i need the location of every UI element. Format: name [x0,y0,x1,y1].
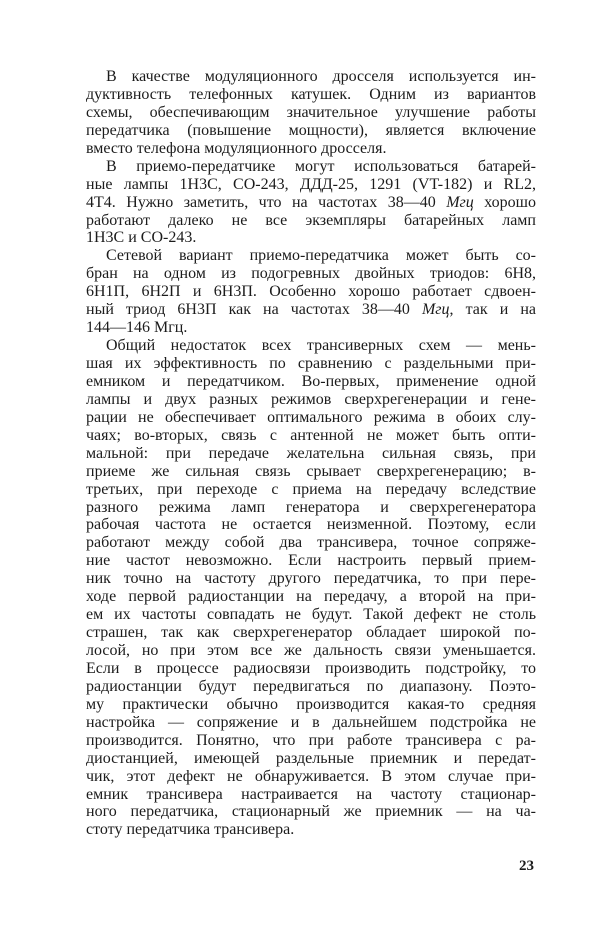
text-line: В качестве модуляционного дросселя используется ин- [106,68,536,85]
text-line: ем их частоты совпадать не будут. Такой дефект не столь [86,606,536,624]
text-line: ние частот невозможно. Если настроить первый прием- [86,552,536,570]
text-line: настройка — сопряжение и в дальнейшем подстройка не [86,713,536,731]
text-line: стоту передатчика трансивера. [86,821,295,839]
paragraph [86,158,536,248]
text-line: емником и передатчиком. Во-первых, применение одной [86,372,536,390]
text-line: страшен, так как сверхрегенератор обладает широкой по- [86,624,536,642]
text-line: лосой, но при этом все же дальность связи уменьшается. [86,642,536,659]
text-line: вместо телефона модуляционного дросселя. [86,139,387,157]
text-line: В приемо-передатчике могут использоваться батарей- [106,157,536,175]
text-line: лампы и двух разных режимов сверхрегенерации и гене- [86,390,536,408]
text-line: рации не обеспечивает оптимального режима в обоих слу- [86,408,536,426]
paragraph [86,337,536,839]
text-line: ного передатчика, стационарный же приемник — на ча- [86,803,536,821]
text-line: му практически обычно производится какая-то средняя [86,695,536,713]
text-line: бран на одном из подогревных двойных триодов: 6Н8, [86,265,536,283]
text-line: Если в процессе радиосвязи производить подстройку, то [86,659,536,677]
text-line: Общий недостаток всех трансиверных схем — мень- [106,337,536,355]
page-body-text [86,68,536,839]
text-line: 4Т4. Нужно заметить, что на частотах 38—40 Мгц хорошо [86,193,536,211]
text-line: диостанцией, имеющей раздельные приемник и передат- [86,749,536,767]
text-line: работают между собой два трансивера, точное сопряже- [86,534,536,552]
text-line: 1Н3С и СО-243. [86,229,197,247]
text-line: разного режима ламп генератора и сверхрегенератора [86,498,536,516]
text-line: чаях; во-вторых, связь с антенной не может быть опти- [86,426,536,444]
paragraph [86,68,536,158]
text-line: дуктивность телефонных катушек. Одним из вариантов [86,85,536,103]
text-line: шая их эффективность по сравнению с раздельными при- [86,355,536,372]
page-number: 23 [519,858,534,874]
text-line: мальной: при передаче желательна сильная связь, при [86,444,536,462]
text-line: 6Н1П, 6Н2П и 6Н3П. Особенно хорошо работает сдвоен- [86,283,536,301]
text-line: ник точно на частоту другого передатчика, то при пере- [86,570,536,588]
text-line: 144—146 Мгц. [86,319,188,337]
text-line: передатчика (повышение мощности), является включение [86,121,536,139]
text-line: Сетевой вариант приемо-передатчика может быть со- [106,247,536,265]
text-line: приеме же сильная связь срывает сверхрегенерацию; в- [86,462,536,480]
text-line: емник трансивера настраивается на частоту стационар- [86,785,536,803]
text-line: схемы, обеспечивающим значительное улучшение работы [86,103,536,121]
text-line: третьих, при переходе с приема на передачу вследствие [86,480,536,498]
text-line: радиостанции будут передвигаться по диапазону. Поэто- [86,677,536,695]
text-line: чик, этот дефект не обнаруживается. В этом случае при- [86,767,536,785]
paragraph [86,247,536,337]
text-line: ные лампы 1Н3С, СО-243, ДДД-25, 1291 (VT-182) и RL2, [86,175,536,193]
text-line: производится. Понятно, что при работе трансивера с ра- [86,731,536,749]
text-line: рабочая частота не остается неизменной. Поэтому, если [86,516,536,534]
text-line: ходе первой радиостанции на передачу, а второй на при- [86,588,536,606]
text-line: ный триод 6Н3П как на частотах 38—40 Мгц, так и на [86,301,536,319]
text-line: работают далеко не все экземпляры батарейных ламп [86,211,536,229]
